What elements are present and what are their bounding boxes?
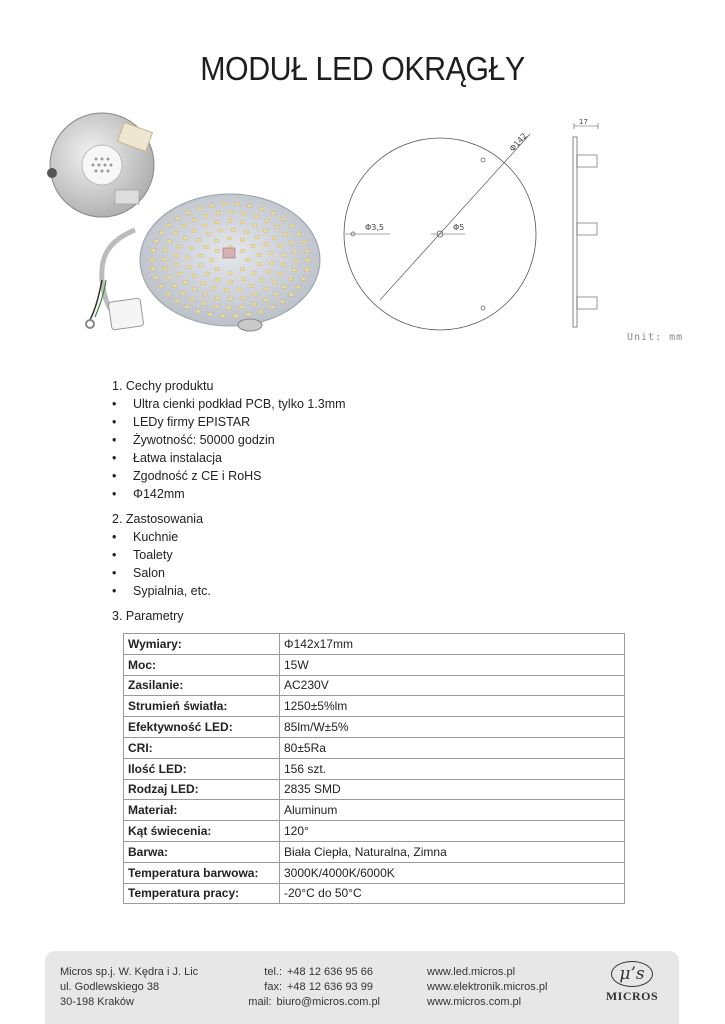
- logo-mark: μ’s: [611, 961, 653, 987]
- led-chip: [267, 270, 271, 273]
- param-value: 2835 SMD: [280, 779, 625, 800]
- table-row: [124, 821, 625, 842]
- company-city: 30-198 Kraków: [60, 996, 134, 1008]
- led-chip: [227, 306, 231, 309]
- led-chip: [205, 272, 209, 275]
- led-chip: [253, 293, 257, 296]
- led-chip: [203, 293, 207, 296]
- led-chip: [203, 224, 207, 227]
- led-chip: [182, 224, 186, 227]
- param-value: 15W: [280, 654, 625, 675]
- led-chip: [154, 240, 158, 243]
- led-chip: [214, 239, 218, 242]
- led-chip: [151, 249, 155, 252]
- led-chip: [219, 229, 223, 232]
- company-name: Micros sp.j. W. Kędra i J. Lic: [60, 966, 199, 978]
- led-chip: [257, 263, 261, 266]
- led-chip: [232, 228, 236, 231]
- led-chip: [186, 256, 190, 259]
- led-chip: [210, 204, 214, 207]
- led-chip: [234, 315, 238, 318]
- led-chip: [228, 272, 232, 275]
- table-row: [124, 800, 625, 821]
- technical-drawing-front: [335, 110, 545, 335]
- led-chip: [246, 259, 250, 262]
- led-chip: [294, 259, 298, 262]
- led-chip: [305, 268, 309, 271]
- led-chip: [183, 237, 187, 240]
- features-list: [112, 395, 632, 503]
- led-chip: [290, 224, 294, 227]
- product-description: [112, 377, 632, 625]
- list-item: • Φ142mm: [112, 485, 632, 503]
- led-chip: [216, 212, 220, 215]
- contact-phone: tel.: +48 12 636 95 66: [264, 966, 373, 978]
- led-chip: [227, 237, 231, 240]
- led-chip: [302, 241, 306, 244]
- table-row: [124, 862, 625, 883]
- led-chip: [162, 258, 166, 261]
- led-chip: [192, 288, 196, 291]
- led-chip: [240, 305, 244, 308]
- led-chip: [250, 284, 254, 287]
- website-link[interactable]: www.elektronik.micros.pl: [427, 981, 548, 993]
- list-item: • LEDy firmy EPISTAR: [112, 413, 632, 431]
- table-row: [124, 883, 625, 904]
- led-chip: [167, 240, 171, 243]
- website-link[interactable]: www.micros.com.pl: [427, 996, 522, 1008]
- led-chip: [191, 298, 195, 301]
- led-chip: [189, 247, 193, 250]
- applications-list: [112, 528, 632, 600]
- table-row: [124, 737, 625, 758]
- param-value: Φ142x17mm: [280, 634, 625, 655]
- led-chip: [247, 313, 251, 316]
- website-link[interactable]: www.led.micros.pl: [427, 966, 516, 978]
- led-chip: [278, 245, 282, 248]
- parameters-table: [123, 633, 625, 904]
- led-chip: [264, 298, 268, 301]
- led-chip: [252, 303, 256, 306]
- led-chip: [173, 284, 177, 287]
- section-applications-heading: 2. Zastosowania: [112, 512, 204, 526]
- led-chip: [293, 269, 297, 272]
- contact-email[interactable]: mail: biuro@micros.com.pl: [248, 996, 380, 1008]
- led-chip: [289, 277, 293, 280]
- contact-fax: fax: +48 12 636 93 99: [264, 981, 373, 993]
- led-chip: [185, 305, 189, 308]
- table-row: [124, 758, 625, 779]
- led-chip: [215, 268, 219, 271]
- led-chip: [160, 231, 164, 234]
- list-item: • Kuchnie: [112, 528, 632, 546]
- param-value: 156 szt.: [280, 758, 625, 779]
- param-value: 80±5Ra: [280, 737, 625, 758]
- led-chip: [241, 268, 245, 271]
- led-chip: [296, 286, 300, 289]
- led-chip: [159, 285, 163, 288]
- led-chip: [174, 232, 178, 235]
- led-chip: [248, 204, 252, 207]
- led-chip: [253, 224, 257, 227]
- led-chip: [242, 212, 246, 215]
- param-key: Moc:: [124, 654, 280, 675]
- param-value: 85lm/W±5%: [280, 717, 625, 738]
- led-chip: [289, 241, 293, 244]
- led-chip: [215, 221, 219, 224]
- led-chip: [208, 313, 212, 316]
- led-chip: [166, 293, 170, 296]
- led-chip: [206, 233, 210, 236]
- micros-logo: [597, 961, 667, 1011]
- led-chip: [163, 267, 167, 270]
- led-chip: [215, 296, 219, 299]
- led-chip: [264, 229, 268, 232]
- param-value: 3000K/4000K/6000K: [280, 862, 625, 883]
- led-chip: [150, 258, 154, 261]
- led-chip: [210, 259, 214, 262]
- led-chip: [228, 220, 232, 223]
- led-chip: [199, 254, 203, 257]
- led-chip: [266, 219, 270, 222]
- section-features-heading: 1. Cechy produktu: [112, 379, 214, 393]
- param-key: Zasilanie:: [124, 675, 280, 696]
- led-chip: [280, 300, 284, 303]
- led-chip: [260, 207, 264, 210]
- led-chip: [257, 253, 261, 256]
- led-chip: [252, 272, 256, 275]
- led-chip: [186, 211, 190, 214]
- led-chip: [167, 224, 171, 227]
- param-value: Biała Ciepła, Naturalna, Zimna: [280, 841, 625, 862]
- led-chip: [222, 203, 226, 206]
- led-chip: [154, 276, 158, 279]
- section-parameters-heading: 3. Parametry: [112, 609, 184, 623]
- param-key: Barwa:: [124, 841, 280, 862]
- param-value: -20°C do 50°C: [280, 883, 625, 904]
- param-key: Wymiary:: [124, 634, 280, 655]
- led-chip: [235, 203, 239, 206]
- led-chip: [260, 278, 264, 281]
- led-chip: [270, 261, 274, 264]
- param-key: Materiał:: [124, 800, 280, 821]
- led-chip: [241, 221, 245, 224]
- hole-center-label: Φ5: [453, 223, 465, 232]
- led-chip: [264, 288, 268, 291]
- list-item: • Toalety: [112, 546, 632, 564]
- led-chip: [306, 259, 310, 262]
- led-chip: [271, 212, 275, 215]
- led-chip: [229, 280, 233, 283]
- led-chip: [282, 263, 286, 266]
- param-key: Temperatura pracy:: [124, 883, 280, 904]
- led-chip: [197, 207, 201, 210]
- led-chip: [175, 300, 179, 303]
- unit-label: Unit: mm: [627, 332, 684, 343]
- led-chip: [229, 211, 233, 214]
- led-chip: [281, 218, 285, 221]
- led-chip: [228, 297, 232, 300]
- product-photo: [40, 105, 330, 345]
- list-item: • Salon: [112, 564, 632, 582]
- led-chip: [177, 245, 181, 248]
- table-row: [124, 675, 625, 696]
- led-chip: [184, 281, 188, 284]
- page-footer: [45, 951, 679, 1024]
- led-chip: [256, 236, 260, 239]
- table-row: [124, 717, 625, 738]
- led-chip: [164, 249, 168, 252]
- led-chip: [167, 276, 171, 279]
- led-chip: [174, 263, 178, 266]
- led-chip: [273, 281, 277, 284]
- led-chip: [251, 245, 255, 248]
- page-title: MODUŁ LED OKRĄGŁY: [200, 50, 525, 87]
- hole-small-label: Φ3,5: [365, 223, 385, 232]
- technical-drawing-side: [560, 115, 620, 330]
- led-chip: [305, 250, 309, 253]
- led-chip: [240, 239, 244, 242]
- led-chip: [282, 254, 286, 257]
- list-item: • Sypialnia, etc.: [112, 582, 632, 600]
- table-row: [124, 779, 625, 800]
- list-item: • Łatwa instalacja: [112, 449, 632, 467]
- led-chip: [242, 278, 246, 281]
- param-value: 1250±5%lm: [280, 696, 625, 717]
- led-chip: [212, 286, 216, 289]
- param-value: 120°: [280, 821, 625, 842]
- table-row: [124, 634, 625, 655]
- led-chip: [224, 289, 228, 292]
- param-value: AC230V: [280, 675, 625, 696]
- led-chip: [215, 249, 219, 252]
- led-chip: [241, 296, 245, 299]
- led-chip: [181, 292, 185, 295]
- led-chip: [199, 264, 203, 267]
- table-row: [124, 654, 625, 675]
- led-chip: [178, 272, 182, 275]
- led-chip: [254, 215, 258, 218]
- led-chip: [244, 231, 248, 234]
- company-street: ul. Godlewskiego 38: [60, 981, 160, 993]
- led-chip: [176, 217, 180, 220]
- led-chip: [289, 293, 293, 296]
- led-chip: [272, 236, 276, 239]
- list-item: • Zgodność z CE i RoHS: [112, 467, 632, 485]
- param-key: Ilość LED:: [124, 758, 280, 779]
- param-key: Kąt świecenia:: [124, 821, 280, 842]
- led-chip: [187, 265, 191, 268]
- led-chip: [204, 245, 208, 248]
- table-row: [124, 841, 625, 862]
- led-chip: [270, 306, 274, 309]
- list-item: • Żywotność: 50000 godzin: [112, 431, 632, 449]
- led-chip: [238, 288, 242, 291]
- led-chip: [151, 267, 155, 270]
- param-value: Aluminum: [280, 800, 625, 821]
- list-item: • Ultra cienki podkład PCB, tylko 1.3mm: [112, 395, 632, 413]
- led-chip: [192, 274, 196, 277]
- led-chip: [283, 233, 287, 236]
- led-chip: [293, 250, 297, 253]
- param-key: Temperatura barwowa:: [124, 862, 280, 883]
- led-chip: [275, 225, 279, 228]
- param-key: CRI:: [124, 737, 280, 758]
- led-chip: [196, 239, 200, 242]
- led-chip: [279, 272, 283, 275]
- led-chip: [302, 277, 306, 280]
- led-chip: [269, 252, 273, 255]
- param-key: Rodzaj LED:: [124, 779, 280, 800]
- led-chip: [204, 214, 208, 217]
- led-chip: [274, 293, 278, 296]
- led-chip: [264, 243, 268, 246]
- logo-text: MICROS: [605, 989, 659, 1003]
- param-key: Efektywność LED:: [124, 717, 280, 738]
- led-chip: [216, 278, 220, 281]
- company-websites: [427, 965, 547, 1010]
- led-chip: [202, 302, 206, 305]
- led-chip: [221, 314, 225, 317]
- led-chip: [192, 219, 196, 222]
- diameter-label: Φ142: [507, 131, 529, 154]
- height-label: 17: [579, 118, 588, 126]
- led-chip: [297, 232, 301, 235]
- led-chip: [259, 310, 263, 313]
- param-key: Strumień światła:: [124, 696, 280, 717]
- table-row: [124, 696, 625, 717]
- led-chip: [196, 310, 200, 313]
- led-chip: [282, 286, 286, 289]
- led-chip: [192, 230, 196, 233]
- led-chip: [174, 254, 178, 257]
- company-address: [60, 965, 198, 1010]
- led-chip: [214, 305, 218, 308]
- led-chip: [201, 281, 205, 284]
- company-contacts: [240, 965, 380, 1010]
- led-chip: [241, 249, 245, 252]
